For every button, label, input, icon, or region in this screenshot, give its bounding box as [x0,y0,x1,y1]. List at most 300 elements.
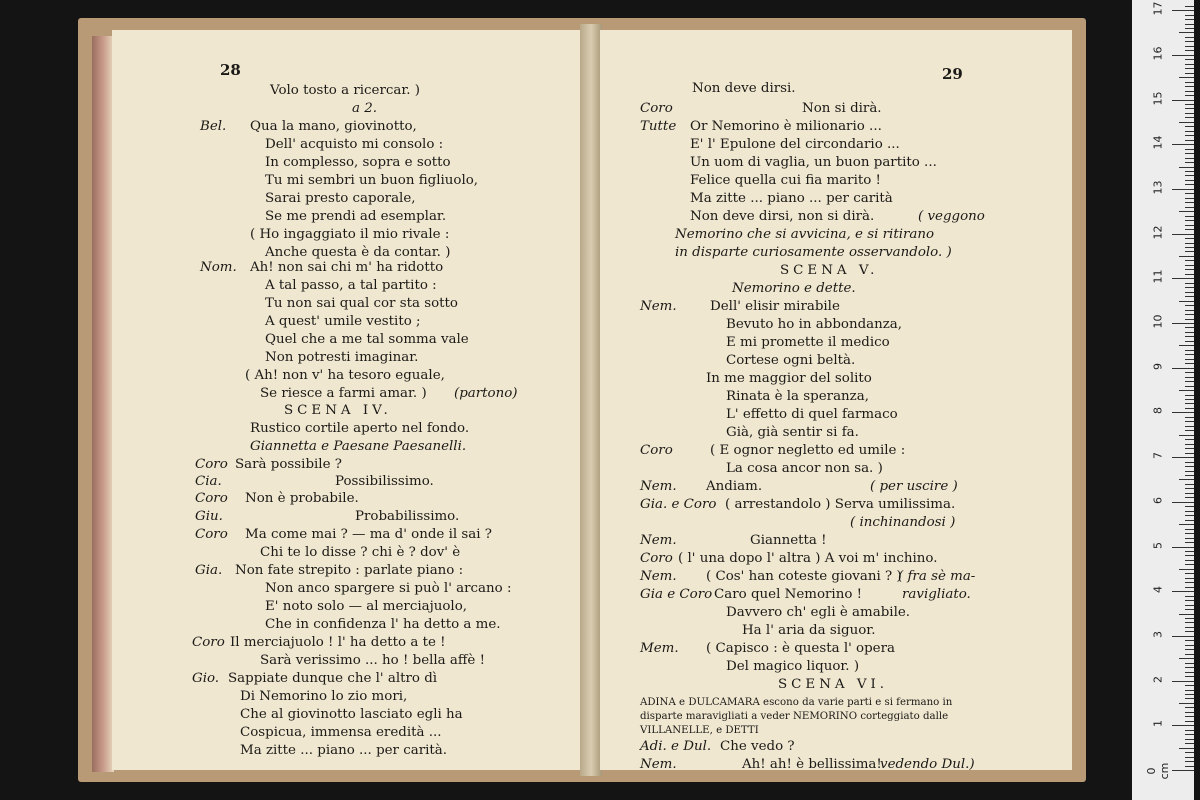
text-line: Non potresti imaginar. [265,350,419,365]
text-line: Se me prendi ad esemplar. [265,209,447,224]
ruler-tick [1185,430,1194,431]
text-line: Ha l' aria da siguor. [742,623,876,638]
ruler-tick [1185,712,1194,713]
ruler-tick [1185,359,1194,360]
text-line: (partono) [454,386,518,401]
ruler-tick [1185,296,1194,297]
ruler-tick [1185,193,1194,194]
text-line: Rinata è la speranza, [726,389,869,404]
text-line: ( Ah! non v' ha tesoro eguale, [245,368,445,383]
ruler-tick [1185,140,1194,141]
ruler-tick [1172,278,1194,279]
page-number-right: 29 [942,65,963,83]
text-line: Coro [195,527,228,542]
ruler-tick [1179,122,1194,123]
ruler-tick [1185,314,1194,315]
text-line: Gia. e Coro [640,497,717,512]
ruler-tick [1185,73,1194,74]
text-line: Dell' acquisto mi consolo : [265,137,444,152]
ruler-tick [1179,569,1194,570]
ruler-tick [1185,730,1194,731]
ruler-tick [1185,395,1194,396]
ruler-tick [1185,46,1194,47]
ruler-number: 1 [1151,720,1165,728]
ruler-tick [1172,457,1194,458]
ruler-tick [1179,345,1194,346]
ruler-tick [1185,399,1194,400]
text-line: Tu mi sembri un buon figliuolo, [265,173,479,188]
ruler-tick [1185,551,1194,552]
text-line: Non deve dirsi. [692,81,796,96]
text-line: E' noto solo — al merciajuolo, [265,599,468,614]
text-line: Ma zitte ... piano ... per carità. [240,743,448,758]
text-line: Nom. [200,260,237,275]
ruler-tick [1185,283,1194,284]
ruler-tick [1185,448,1194,449]
text-line: SCENA V. [780,263,879,278]
text-line: Sarai presto caporale, [265,191,416,206]
text-line: Giannetta ! [750,533,827,548]
ruler-tick [1185,24,1194,25]
ruler-tick [1185,269,1194,270]
ruler-tick [1185,175,1194,176]
text-line: La cosa ancor non sa. ) [726,461,883,476]
text-line: ravigliato. [902,587,971,602]
text-line: Dell' elisir mirabile [710,299,840,314]
text-line: Coro [640,443,673,458]
ruler-tick [1172,144,1194,145]
text-line: Bel. [200,119,227,134]
ruler-tick [1185,685,1194,686]
ruler-tick [1185,180,1194,181]
ruler-tick [1172,725,1194,726]
text-line: ADINA e DULCAMARA escono da varie parti e si fermano in [640,697,953,708]
ruler-tick [1185,68,1194,69]
ruler-tick [1179,524,1194,525]
text-line: Nem. [640,757,677,772]
ruler-tick [1185,466,1194,467]
ruler-tick [1179,301,1194,302]
ruler-tick [1185,336,1194,337]
text-line: SCENA VI. [778,677,889,692]
ruler-tick [1172,502,1194,503]
text-line: Giu. [195,509,223,524]
ruler-tick [1185,149,1194,150]
ruler-tick [1185,350,1194,351]
ruler-tick [1172,591,1194,592]
text-line: Chi te lo disse ? chi è ? dov' è [260,545,461,560]
ruler-tick [1185,766,1194,767]
ruler-tick [1185,403,1194,404]
text-line: Gia e Coro [640,587,713,602]
ruler-tick [1185,529,1194,530]
text-line: Sappiate dunque che l' altro dì [228,671,438,686]
ruler-tick [1172,681,1194,682]
ruler-tick [1179,256,1194,257]
ruler-tick [1185,600,1194,601]
ruler-tick [1185,533,1194,534]
ruler-tick [1185,721,1194,722]
text-line: ( inchinandosi ) [850,515,956,530]
ruler-tick [1185,506,1194,507]
text-line: Coro [195,491,228,506]
ruler-tick [1185,453,1194,454]
ruler-tick [1172,368,1194,369]
text-line: Nem. [640,533,677,548]
ruler-tick [1185,126,1194,127]
ruler-tick [1179,703,1194,704]
ruler-number: 14 [1151,135,1165,150]
ruler-tick [1185,618,1194,619]
ruler-tick [1185,332,1194,333]
ruler-number: 16 [1151,46,1165,61]
ruler-tick [1185,622,1194,623]
text-line: Adi. e Dul. [640,739,712,754]
ruler-tick [1185,582,1194,583]
ruler-tick [1185,37,1194,38]
text-line: Del magico liquor. ) [726,659,860,674]
text-line: Quel che a me tal somma vale [265,332,469,347]
ruler-tick [1185,153,1194,154]
ruler-tick [1185,220,1194,221]
ruler-tick [1185,117,1194,118]
ruler-tick [1185,605,1194,606]
ruler-tick [1185,560,1194,561]
ruler-tick [1185,631,1194,632]
ruler-tick [1185,86,1194,87]
text-line: ( fra sè ma- [898,569,976,584]
ruler-number: 4 [1151,586,1165,594]
ruler-tick [1185,739,1194,740]
text-line: ( per uscire ) [870,479,958,494]
ruler-tick [1185,555,1194,556]
text-line: Non anco spargere si può l' arcano : [265,581,512,596]
text-line: Sarà possibile ? [235,457,342,472]
text-line: ( E ognor negletto ed umile : [710,443,906,458]
ruler-tick [1185,421,1194,422]
ruler-tick [1179,32,1194,33]
ruler-tick [1172,189,1194,190]
ruler-tick [1185,596,1194,597]
ruler-tick [1185,341,1194,342]
ruler-tick [1185,542,1194,543]
text-line: ( veggono [918,209,985,224]
ruler-tick [1185,716,1194,717]
ruler-tick [1185,520,1194,521]
ruler-number: 13 [1151,180,1165,195]
text-line: L' effetto di quel farmaco [726,407,898,422]
text-line: ( l' una dopo l' altra ) A voi m' inchino. [678,551,938,566]
text-line: Ma come mai ? — ma d' onde il sai ? [245,527,492,542]
text-line: ( Capisco : è questa l' opera [706,641,895,656]
ruler-tick [1185,135,1194,136]
ruler-tick [1185,408,1194,409]
text-line: Giannetta e Paesane Paesanelli. [250,439,467,454]
ruler-tick [1185,578,1194,579]
ruler-tick [1185,377,1194,378]
ruler-tick [1185,292,1194,293]
ruler-tick [1185,207,1194,208]
ruler-tick [1185,287,1194,288]
book-spine [580,24,602,776]
text-line: Andiam. [706,479,763,494]
text-line: Bevuto ho in abbondanza, [726,317,903,332]
ruler-tick [1185,640,1194,641]
ruler-tick [1179,77,1194,78]
text-line: Nemorino e dette. [732,281,856,296]
ruler-tick [1185,672,1194,673]
ruler-tick [1185,564,1194,565]
text-line: Coro [192,635,225,650]
ruler-tick [1185,251,1194,252]
text-line: ( arrestandolo ) Serva umilissima. [725,497,956,512]
text-line: Gia. [195,563,223,578]
text-line: vedendo Dul.) [880,757,975,772]
ruler-tick [1185,372,1194,373]
text-line: Se riesce a farmi amar. ) [260,386,427,401]
text-line: A tal passo, a tal partito : [265,278,437,293]
ruler-tick [1185,462,1194,463]
text-line: Ma zitte ... piano ... per carità [690,191,893,206]
ruler-tick [1172,100,1194,101]
ruler-tick [1185,667,1194,668]
text-line: Coro [640,101,673,116]
text-line: Un uom di vaglia, un buon partito ... [690,155,937,170]
text-line: Anche questa è da contar. ) [265,245,451,260]
ruler-number: 7 [1151,452,1165,460]
ruler-tick [1185,676,1194,677]
ruler-tick [1185,108,1194,109]
text-line: Non deve dirsi, non si dirà. [690,209,875,224]
ruler-tick [1185,171,1194,172]
text-line: Felice quella cui fia marito ! [690,173,881,188]
ruler-tick [1185,265,1194,266]
text-line: Tutte [640,119,677,134]
ruler-tick [1185,104,1194,105]
ruler-tick [1185,319,1194,320]
ruler-tick [1172,547,1194,548]
text-line: Possibilissimo. [335,474,434,489]
text-line: Mem. [640,641,679,656]
text-line: Caro quel Nemorino ! [714,587,863,602]
ruler-tick [1185,59,1194,60]
ruler-number: 9 [1151,362,1165,370]
text-line: E mi promette il medico [726,335,890,350]
ruler-tick [1185,202,1194,203]
ruler-tick [1185,247,1194,248]
ruler-tick [1185,15,1194,16]
ruler-tick [1185,627,1194,628]
ruler-tick [1185,649,1194,650]
ruler-tick [1185,645,1194,646]
ruler-tick [1185,515,1194,516]
page-number-left: 28 [220,61,241,79]
ruler-tick [1185,162,1194,163]
page-edges [92,36,114,772]
text-line: Coro [195,457,228,472]
text-line: Gio. [192,671,220,686]
text-line: Qua la mano, giovinotto, [250,119,417,134]
ruler-tick [1185,743,1194,744]
text-line: Or Nemorino è milionario ... [690,119,882,134]
ruler-tick [1185,216,1194,217]
text-line: Ah! non sai chi m' ha ridotto [250,260,444,275]
text-line: SCENA IV. [284,403,392,418]
text-line: Il merciajuolo ! l' ha detto a te ! [230,635,446,650]
text-line: In me maggior del solito [706,371,872,386]
ruler-tick [1185,82,1194,83]
text-line: Cia. [195,474,222,489]
ruler-tick [1185,198,1194,199]
ruler-tick [1185,19,1194,20]
ruler-tick [1185,229,1194,230]
text-line: a 2. [352,101,378,116]
text-line: VILLANELLE, e DETTI [640,725,759,736]
ruler-tick [1172,636,1194,637]
text-line: Non fate strepito : parlate piano : [235,563,464,578]
text-line: Di Nemorino lo zio mori, [240,689,408,704]
ruler-tick [1185,752,1194,753]
ruler-tick [1185,64,1194,65]
ruler-tick [1185,305,1194,306]
ruler-tick [1185,694,1194,695]
text-line: Non è probabile. [245,491,359,506]
text-line: Già, già sentir si fa. [726,425,859,440]
ruler-tick [1185,41,1194,42]
ruler-tick [1185,690,1194,691]
ruler-tick [1185,471,1194,472]
ruler-number: 6 [1151,496,1165,504]
ruler-tick [1185,663,1194,664]
ruler-tick [1172,323,1194,324]
ruler-tick [1185,354,1194,355]
ruler-tick [1185,511,1194,512]
text-line: ( Cos' han coteste giovani ? ) [706,569,902,584]
text-line: Davvero ch' egli è amabile. [726,605,911,620]
ruler-tick [1185,184,1194,185]
ruler-tick [1185,50,1194,51]
left-page [112,30,590,770]
ruler-tick [1185,260,1194,261]
right-page [600,30,1072,770]
ruler-tick [1185,225,1194,226]
text-line: Che al giovinotto lasciato egli ha [240,707,463,722]
ruler-number: 11 [1151,269,1165,284]
ruler-number: 12 [1151,225,1165,240]
ruler-tick [1179,748,1194,749]
ruler-tick [1185,6,1194,7]
ruler-tick [1185,497,1194,498]
ruler-tick [1185,131,1194,132]
ruler-number: 8 [1151,407,1165,415]
ruler-tick [1185,761,1194,762]
text-line: Ah! ah! è bellissima! [742,757,882,772]
ruler-tick [1179,167,1194,168]
ruler-number: 17 [1151,1,1165,16]
ruler-tick [1179,479,1194,480]
ruler-tick [1185,91,1194,92]
text-line: ( Ho ingaggiato il mio rivale : [250,227,450,242]
text-line: Nem. [640,569,677,584]
ruler-tick [1185,243,1194,244]
ruler-tick [1185,734,1194,735]
ruler-number: 3 [1151,630,1165,638]
ruler-tick [1179,390,1194,391]
ruler-tick [1185,484,1194,485]
ruler-tick [1172,55,1194,56]
ruler-tick [1185,274,1194,275]
ruler-number: 5 [1151,541,1165,549]
ruler-tick [1185,493,1194,494]
ruler-tick [1185,587,1194,588]
ruler-tick [1185,488,1194,489]
ruler-tick [1185,113,1194,114]
ruler-tick [1185,573,1194,574]
ruler-tick [1185,95,1194,96]
text-line: Non si dirà. [802,101,882,116]
text-line: A quest' umile vestito ; [265,314,421,329]
ruler-tick [1179,211,1194,212]
text-line: Nem. [640,299,677,314]
ruler-tick [1185,538,1194,539]
ruler-tick [1185,426,1194,427]
ruler-tick [1179,614,1194,615]
ruler-tick [1185,475,1194,476]
ruler-tick [1185,310,1194,311]
text-line: Volo tosto a ricercar. ) [270,83,421,98]
ruler-number: 15 [1151,91,1165,105]
text-line: Coro [640,551,673,566]
text-line: Che in confidenza l' ha detto a me. [265,617,501,632]
text-line: Rustico cortile aperto nel fondo. [250,421,470,436]
ruler-tick [1172,412,1194,413]
measuring-ruler [1132,0,1194,800]
ruler-tick [1185,363,1194,364]
text-line: Cortese ogni beltà. [726,353,856,368]
ruler-number: 2 [1151,675,1165,683]
text-line: Nemorino che si avvicina, e si ritirano [675,227,935,242]
text-line: E' l' Epulone del circondario ... [690,137,900,152]
ruler-tick [1185,439,1194,440]
ruler-unit-label: 0 cm [1145,762,1171,780]
ruler-tick [1185,698,1194,699]
text-line: Sarà verissimo ... ho ! bella affè ! [260,653,485,668]
text-line: in disparte curiosamente osservandolo. ) [675,245,952,260]
text-line: In complesso, sopra e sotto [265,155,451,170]
ruler-tick [1185,707,1194,708]
ruler-tick [1185,654,1194,655]
ruler-number: 10 [1151,314,1165,329]
ruler-tick [1185,609,1194,610]
text-line: Cospicua, immensa eredità ... [240,725,442,740]
text-line: Probabilissimo. [355,509,460,524]
text-line: disparte maravigliati a veder NEMORINO corteggiato dalle [640,711,949,722]
ruler-tick [1185,238,1194,239]
ruler-tick [1185,444,1194,445]
ruler-tick [1172,770,1194,771]
ruler-tick [1185,757,1194,758]
ruler-tick [1185,417,1194,418]
text-line: Tu non sai qual cor sta sotto [265,296,458,311]
ruler-tick [1179,435,1194,436]
ruler-tick [1185,381,1194,382]
ruler-tick [1172,10,1194,11]
ruler-tick [1179,658,1194,659]
ruler-tick [1185,158,1194,159]
ruler-tick [1185,28,1194,29]
text-line: Nem. [640,479,677,494]
ruler-tick [1172,234,1194,235]
